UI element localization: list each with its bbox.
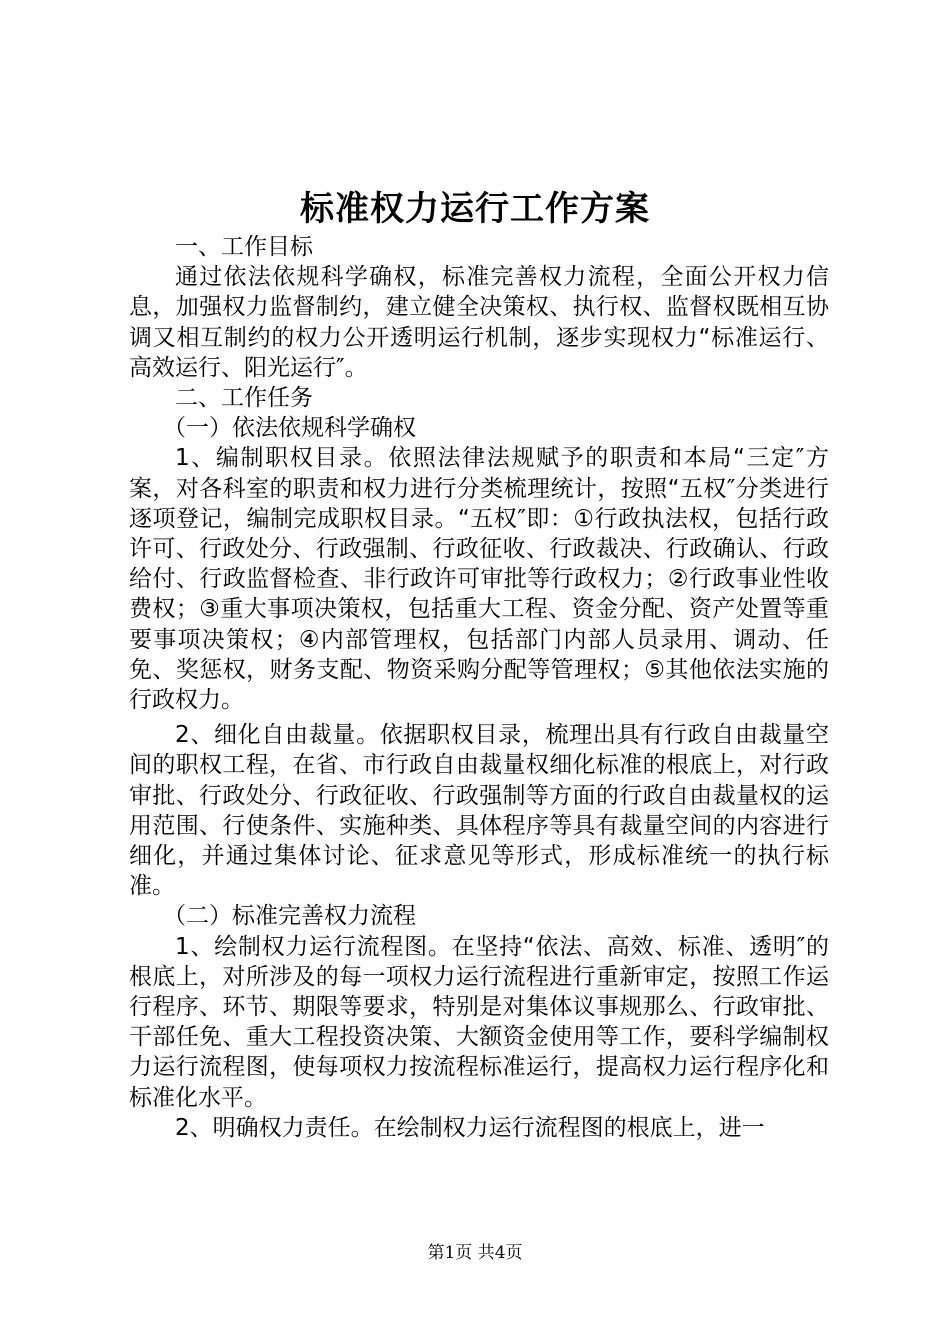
subsection-heading-confirm-powers: （一）依法依规科学确权 [163, 415, 416, 442]
page-footer: 第1页 共4页 [427, 1243, 523, 1263]
section-heading-goals: 一、工作目标 [175, 234, 313, 260]
paragraph-discretion: 2、细化自由裁量。依据职权目录，梳理出具有行政自由裁量空间的职权工程，在省、市行政自由裁量权细化标准的根底上，对行政审批、行政处分、行政征收、行政强制等方面的行政自由裁量权的运用范围、行使条件、实施种类、具体程序等具有裁量空间的内容进行细化，并通过集体讨论、征求意见等形式，形成标准统一的执行标准。 [129, 722, 829, 900]
subsection-heading-process: （二）标准完善权力流程 [163, 903, 416, 930]
paragraph-responsibility: 2、明确权力责任。在绘制权力运行流程图的根底上，进一 [175, 1114, 765, 1141]
document-title: 标准权力运行工作方案 [300, 189, 650, 229]
paragraph-power-catalog: 1、编制职权目录。依照法律法规赋予的职责和本局“三定″方案，对各科室的职责和权力进行分类梳理统计，按照“五权″分类进行逐项登记，编制完成职权目录。“五权″即：①行政执法权，包括行政许可、行政处分、行政强制、行政征收、行政裁决、行政确认、行政给付、行政监督检查、非行政许可审批等行政权力；②行政事业性收费权；③重大事项决策权，包括重大工程、资金分配、资产处置等重要事项决策权；④内部管理权，包括部门内部人员录用、调动、任免、奖惩权，财务支配、物资采购分配等管理权；⑤其他依法实施的行政权力。 [129, 445, 829, 714]
paragraph-flowchart: 1、绘制权力运行流程图。在坚持“依法、高效、标准、透明″的根底上，对所涉及的每一项权力运行流程进行重新审定，按照工作运行程序、环节、期限等要求，特别是对集体议事规那么、行政审批、干部任免、重大工程投资决策、大额资金使用等工作，要科学编制权力运行流程图，使每项权力按流程标准运行，提高权力运行程序化和标准化水平。 [129, 933, 829, 1111]
section-heading-tasks: 二、工作任务 [175, 385, 313, 412]
document-body [129, 232, 829, 1143]
paragraph-goals: 通过依法依规科学确权，标准完善权力流程，全面公开权力信息，加强权力监督制约，建立健全决策权、执行权、监督权既相互协调又相互制约的权力公开透明运行机制，逐步实现权力“标准运行、高效运行、阳光运行″。 [129, 264, 829, 381]
